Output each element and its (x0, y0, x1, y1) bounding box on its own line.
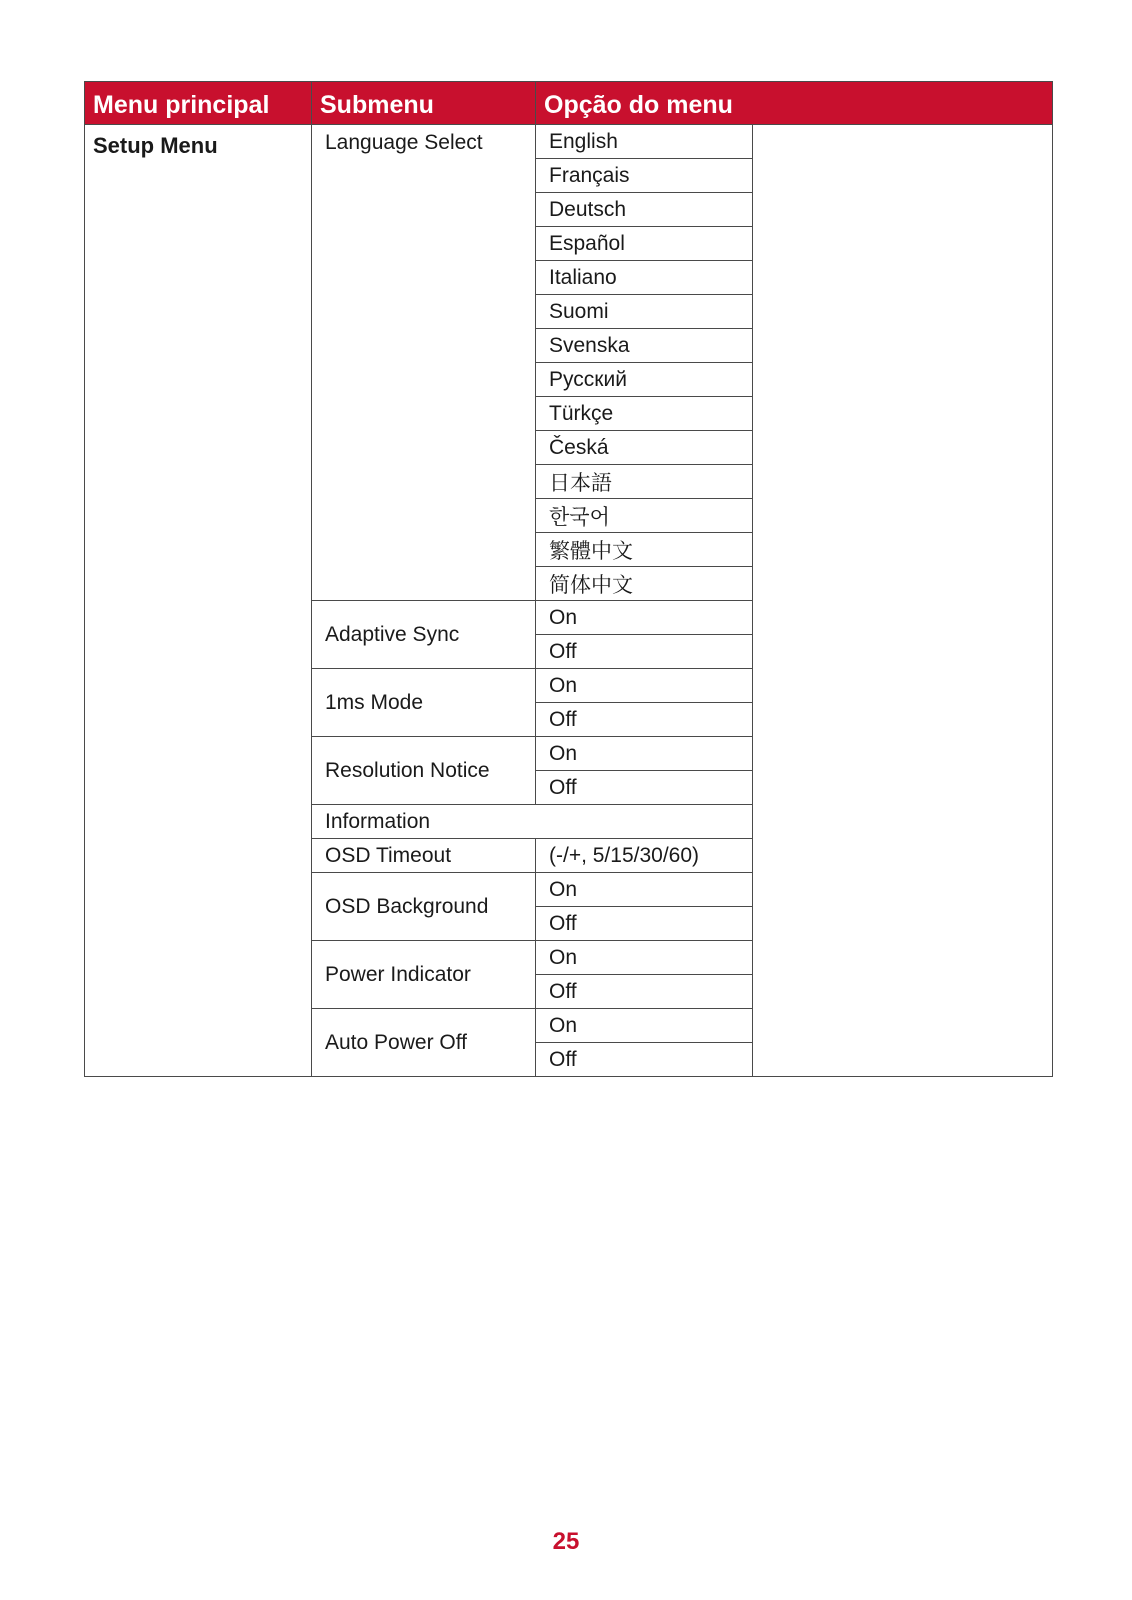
option-cell: On (536, 669, 753, 703)
header-submenu: Submenu (312, 82, 536, 125)
main-menu-cell: Setup Menu (85, 125, 312, 1077)
option-cell: Svenska (536, 329, 753, 363)
header-opcao-do-menu: Opção do menu (536, 82, 1053, 125)
submenu-adaptive-sync: Adaptive Sync (312, 601, 536, 669)
option-cell: 繁體中文 (536, 533, 753, 567)
option-cell: Česká (536, 431, 753, 465)
submenu-information: Information (312, 805, 753, 839)
option-cell: On (536, 873, 753, 907)
table-header-row (85, 82, 1053, 125)
page-number: 25 (552, 1528, 580, 1555)
option-cell: Español (536, 227, 753, 261)
submenu-resolution-notice: Resolution Notice (312, 737, 536, 805)
option-cell: 日本語 (536, 465, 753, 499)
option-cell: Off (536, 703, 753, 737)
table-row (85, 125, 1053, 159)
header-menu-principal: Menu principal (85, 82, 312, 125)
option-cell: (-/+, 5/15/30/60) (536, 839, 753, 873)
option-cell: Off (536, 907, 753, 941)
option-cell: Türkçe (536, 397, 753, 431)
option-cell: Deutsch (536, 193, 753, 227)
submenu-osd-timeout: OSD Timeout (312, 839, 536, 873)
option-cell: On (536, 601, 753, 635)
option-cell: 简体中文 (536, 567, 753, 601)
option-cell: Off (536, 635, 753, 669)
option-cell: On (536, 737, 753, 771)
option-cell: Italiano (536, 261, 753, 295)
submenu-osd-background: OSD Background (312, 873, 536, 941)
option-cell: On (536, 1009, 753, 1043)
option-cell: English (536, 125, 753, 159)
submenu-language-select: Language Select (312, 125, 536, 601)
option-cell: Русский (536, 363, 753, 397)
submenu-1ms-mode: 1ms Mode (312, 669, 536, 737)
option-cell: Off (536, 771, 753, 805)
menu-table (84, 81, 1053, 1077)
option-cell: Off (536, 1043, 753, 1077)
option-cell: On (536, 941, 753, 975)
submenu-auto-power-off: Auto Power Off (312, 1009, 536, 1077)
option-cell: 한국어 (536, 499, 753, 533)
option-cell: Suomi (536, 295, 753, 329)
option-cell: Off (536, 975, 753, 1009)
submenu-power-indicator: Power Indicator (312, 941, 536, 1009)
option-cell: Français (536, 159, 753, 193)
blank-column (753, 125, 1053, 1077)
